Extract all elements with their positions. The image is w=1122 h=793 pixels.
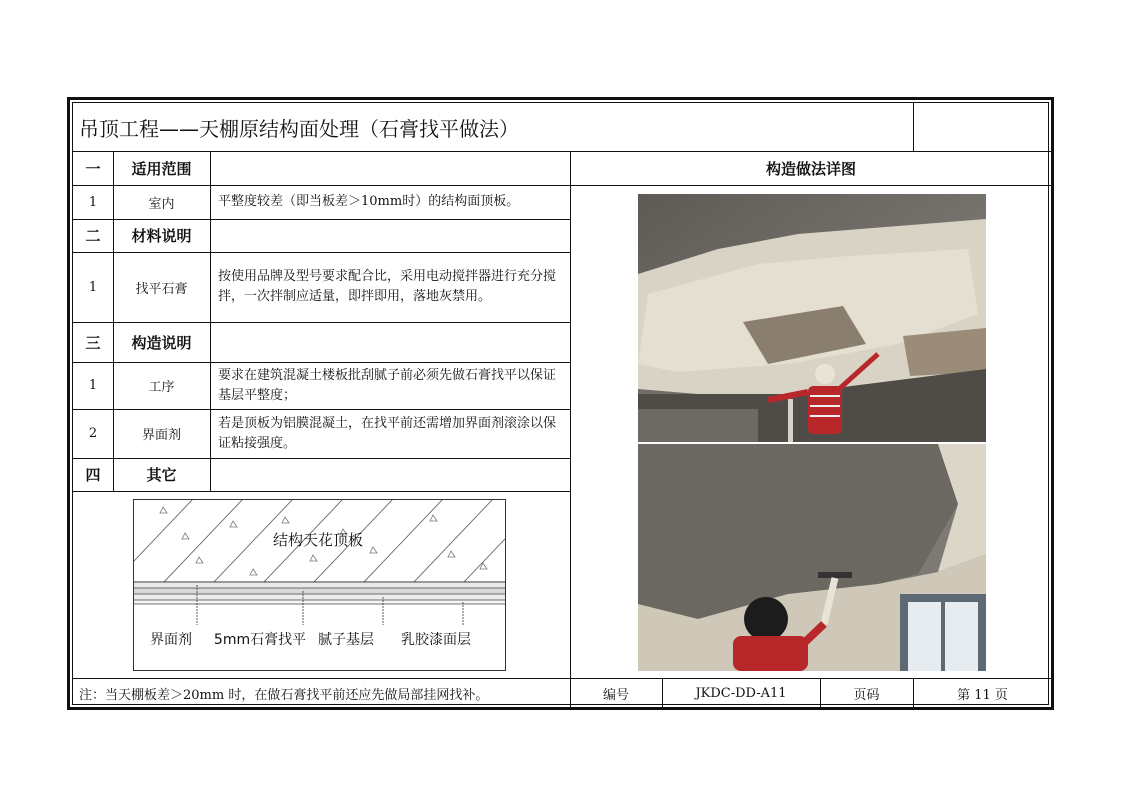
section-index: 一 [85, 159, 101, 178]
page-number: 第 11 页 [957, 687, 1008, 703]
section-heading: 适用范围 [131, 159, 192, 178]
row-number: 1 [88, 378, 98, 393]
sheet-inner-border [72, 102, 1049, 705]
section-index: 四 [85, 466, 101, 484]
row-number: 1 [88, 194, 98, 210]
row-description: 要求在建筑混凝土楼板批刮腻子前必须先做石膏找平以保证基层平整度； [218, 367, 557, 403]
section-heading: 其它 [146, 466, 177, 484]
section-index: 三 [85, 333, 101, 352]
section-heading: 材料说明 [131, 227, 192, 245]
row-number: 1 [88, 279, 98, 295]
layer-label: 5mm石膏找平 [213, 632, 307, 648]
rule [913, 103, 914, 151]
row-name: 界面剂 [141, 428, 181, 443]
rule [570, 151, 571, 708]
section-index: 二 [85, 227, 101, 245]
row-name: 工序 [148, 380, 175, 395]
page-title: 吊顶工程——天棚原结构面处理（石膏找平做法） [79, 116, 519, 141]
layer-label: 腻子基层 [318, 632, 374, 648]
spec-sheet [67, 97, 1054, 710]
footer-note: 注：当天棚板差＞20mm 时，在做石膏找平前还应先做局部挂网找补。 [79, 687, 489, 703]
code-label: 编号 [602, 687, 629, 703]
row-name: 室内 [148, 196, 175, 212]
row-name: 找平石膏 [135, 281, 188, 297]
slab-label: 结构天花顶板 [272, 531, 364, 549]
section-heading: 构造说明 [131, 333, 192, 352]
code-value: JKDC-DD-A11 [695, 685, 787, 701]
detail-header: 构造做法详图 [765, 159, 856, 178]
layer-label: 乳胶漆面层 [401, 632, 471, 648]
row-number: 2 [88, 426, 98, 441]
layer-label: 界面剂 [150, 632, 192, 648]
ceiling-section-diagram [133, 499, 506, 671]
row-description: 平整度较差（即当板差＞10mm时）的结构面顶板。 [218, 194, 520, 209]
page-label: 页码 [853, 687, 880, 703]
construction-photo-2 [638, 444, 986, 671]
row-description: 按使用品牌及型号要求配合比，采用电动搅拌器进行充分搅拌，一次拌制应适量，即拌即用，落地灰禁用。 [218, 269, 557, 304]
row-description: 若是顶板为铝膜混凝土，在找平前还需增加界面剂滚涂以保证粘接强度。 [218, 415, 557, 451]
construction-photo-1 [638, 194, 986, 442]
rule [73, 491, 570, 492]
